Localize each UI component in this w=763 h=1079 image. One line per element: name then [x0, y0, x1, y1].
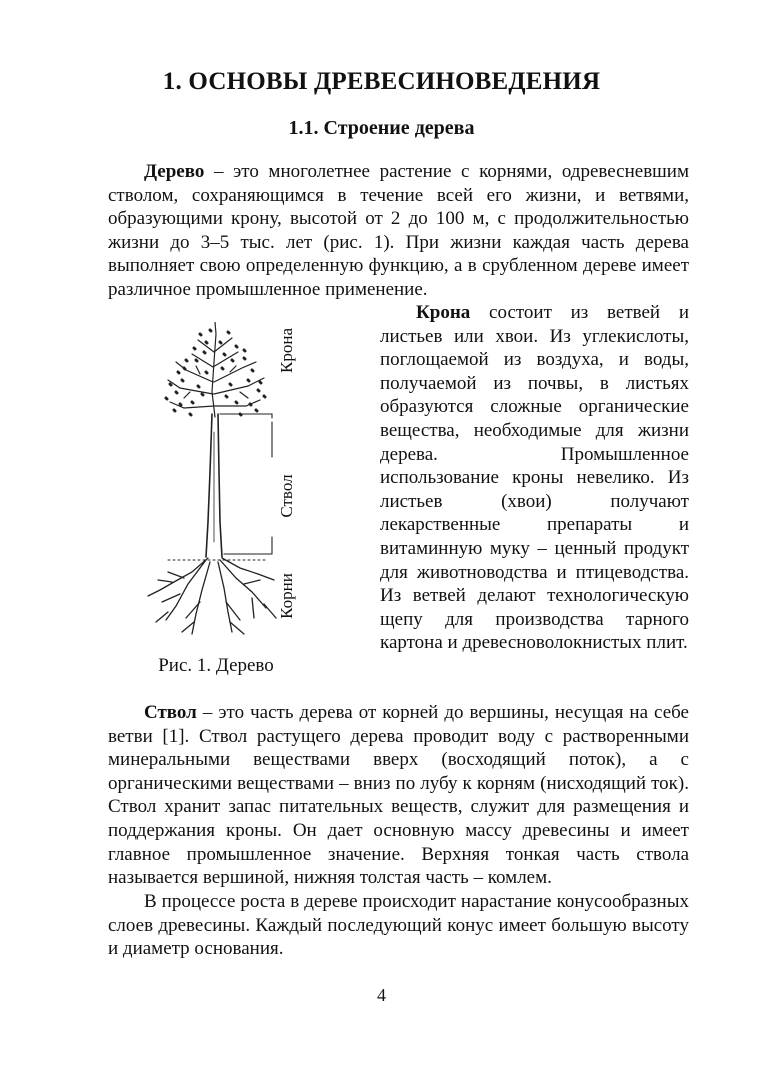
intro-paragraph — [108, 160, 689, 302]
bracket-lines — [220, 414, 272, 554]
roots — [148, 558, 276, 634]
label-crown: Крона — [277, 328, 296, 373]
label-trunk: Ствол — [277, 474, 296, 518]
tree-illustration — [140, 322, 310, 640]
term-crown: Крона — [416, 302, 471, 323]
figure-caption: Рис. 1. Дерево — [158, 655, 274, 676]
term-tree: Дерево — [144, 161, 205, 182]
crown-text: состоит из ветвей и листьев или хвои. Из углекислоты, поглощаемой из воздуха, и воды, получаемой из почвы, в листьях образуются сложные органические вещества, необходимые для жизни дерева. Промышленное использование кроны невелико. Из листьев (хвои) получают лекарственные препараты и витаминную муку – ценный продукт для животноводства и птицеводства. Из ветвей делают технологическую щепу для производства тарного картона и древесноволокнистых плит. — [380, 302, 689, 654]
section-heading: 1.1. Строение дерева — [288, 117, 475, 139]
trunk-right-edge — [218, 414, 222, 557]
trunk-paragraph — [108, 701, 689, 890]
trunk-left-edge — [206, 414, 212, 557]
growth-paragraph: В процессе роста в дереве происходит нарастание конусообразных слоев древесины. Каждый последующий конус имеет большую высоту и диаметр основания. — [108, 891, 689, 960]
trunk-text: – это часть дерева от корней до вершины, несущая на себе ветви [1]. Ствол растущего дерева проводит воду с растворенными минеральными веществами вверх (восходящий поток), а с органическими веществами – вниз по лубу к корням (нисходящий ток). Ствол хранит запас питательных веществ, служит для размещения и поддержания кроны. Он дает основную массу древесины и имеет главное промышленное значение. Верхняя тонкая часть ствола называется вершиной, нижняя толстая часть – комлем. — [108, 702, 689, 889]
intro-text: – это многолетнее растение с корнями, одревесневшим стволом, сохраняющимся в течение всей его жизни, и ветвями, образующими крону, высотой от 2 до 100 м, с продолжительностью жизни до 3–5 тыс. лет (рис. 1). При жизни каждая часть дерева выполняет свою определенную функцию, а в срубленном дереве имеет различное промышленное применение. — [108, 161, 689, 300]
page-number: 4 — [377, 985, 386, 1005]
tree-figure — [140, 322, 310, 640]
chapter-heading: 1. ОСНОВЫ ДРЕВЕСИНОВЕДЕНИЯ — [162, 68, 601, 95]
crown-paragraph — [380, 301, 689, 655]
term-trunk: Ствол — [144, 702, 197, 723]
label-roots: Корни — [277, 573, 296, 619]
